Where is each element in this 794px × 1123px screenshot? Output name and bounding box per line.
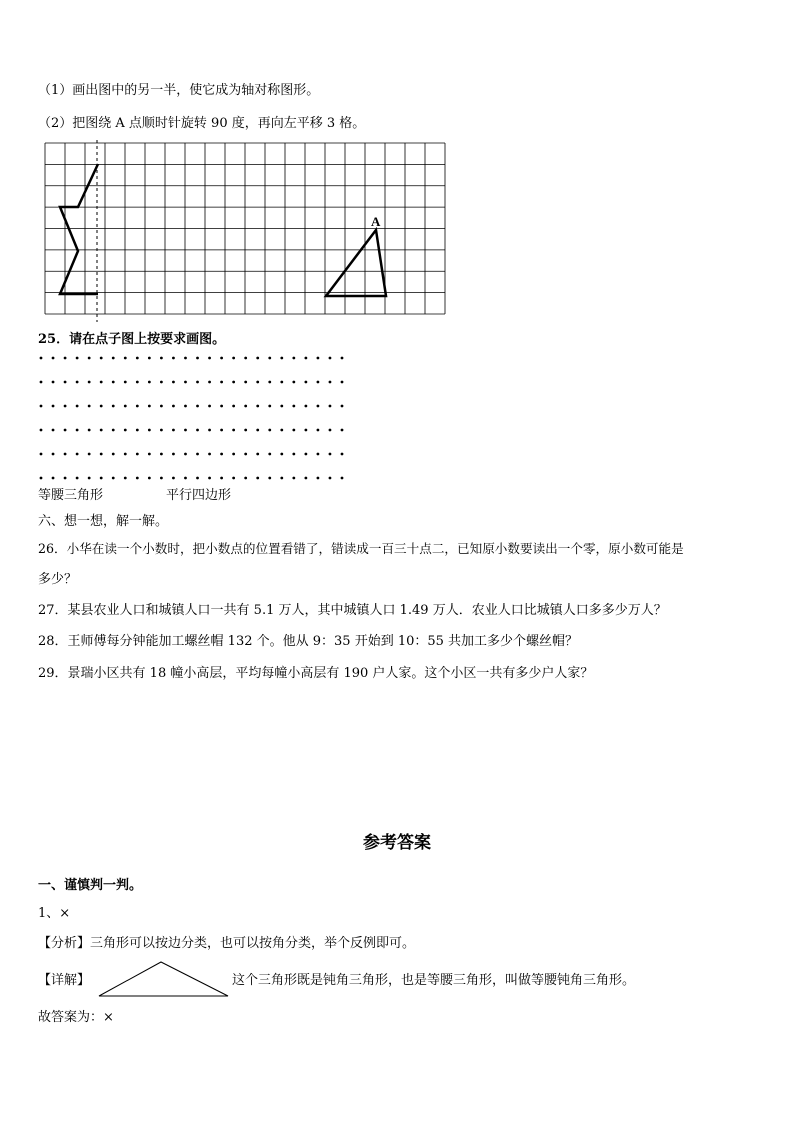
grid-dot [232, 357, 235, 360]
section-6-heading: 六、想一想，解一解。 [38, 514, 169, 529]
grid-dot [112, 477, 115, 480]
grid-dot [136, 381, 139, 384]
grid-dot [148, 477, 151, 480]
grid-dot [244, 357, 247, 360]
grid-dot [341, 357, 344, 360]
grid-dot [52, 453, 55, 456]
q24-part1: （1）画出图中的另一半，使它成为轴对称图形。 [38, 83, 320, 98]
grid-dot [52, 477, 55, 480]
grid-dot [124, 477, 127, 480]
grid-dot [244, 453, 247, 456]
grid-dot [100, 429, 103, 432]
grid-dot [100, 453, 103, 456]
grid-dot [40, 429, 43, 432]
grid-dot [220, 453, 223, 456]
grid-dot [341, 381, 344, 384]
grid-dot [280, 405, 283, 408]
grid-dot [292, 477, 295, 480]
grid-dot [208, 477, 211, 480]
grid-dot [292, 429, 295, 432]
grid-dot [280, 453, 283, 456]
grid-dot [40, 453, 43, 456]
grid-dot [160, 453, 163, 456]
q24-part2: （2）把图绕 A 点顺时针旋转 90 度，再向左平移 3 格。 [38, 116, 366, 131]
grid-dot [244, 429, 247, 432]
grid-dot [292, 357, 295, 360]
grid-dot [280, 477, 283, 480]
grid-dot [88, 429, 91, 432]
grid-dot [136, 477, 139, 480]
answers-title: 参考答案 [363, 833, 431, 853]
triangle-figure [326, 230, 386, 296]
grid-dot [268, 429, 271, 432]
grid-dot [40, 477, 43, 480]
grid-dot [196, 357, 199, 360]
grid-dot [124, 429, 127, 432]
grid-dot [304, 477, 307, 480]
grid-dot [208, 429, 211, 432]
grid-dot [256, 429, 259, 432]
grid-dot [88, 381, 91, 384]
grid-dot [100, 405, 103, 408]
grid-dot [256, 381, 259, 384]
grid-dot [184, 405, 187, 408]
grid-dot [341, 453, 344, 456]
grid-dot [304, 405, 307, 408]
answer-conclusion: 故答案为：× [38, 1010, 114, 1025]
grid-dot [124, 453, 127, 456]
grid-dot [76, 405, 79, 408]
grid-dot [136, 357, 139, 360]
grid-dot [148, 405, 151, 408]
grid-dot [88, 357, 91, 360]
grid-dot [124, 381, 127, 384]
grid-dot [317, 429, 320, 432]
grid-dot [76, 477, 79, 480]
grid-dot [52, 357, 55, 360]
detail-label: 【详解】 [38, 973, 91, 988]
grid-dot [112, 405, 115, 408]
grid-dot [208, 357, 211, 360]
grid-dot [112, 357, 115, 360]
grid-dot [292, 453, 295, 456]
grid-dot [329, 429, 332, 432]
grid-dot [232, 381, 235, 384]
grid-dot [52, 429, 55, 432]
grid-dot [329, 405, 332, 408]
grid-dot [64, 477, 67, 480]
grid-dot [292, 381, 295, 384]
grid-dot [341, 477, 344, 480]
grid-dot [160, 429, 163, 432]
grid-dot [160, 357, 163, 360]
grid-dot [220, 429, 223, 432]
grid-dot [40, 357, 43, 360]
q25-prompt: 25．请在点子图上按要求画图。 [38, 332, 226, 347]
grid-dot [341, 405, 344, 408]
grid-dot [52, 381, 55, 384]
grid-dot [304, 381, 307, 384]
grid-dot [268, 453, 271, 456]
grid-dot [232, 429, 235, 432]
grid-dot [196, 453, 199, 456]
grid-dot [88, 453, 91, 456]
grid-dot [208, 381, 211, 384]
grid-dot [268, 357, 271, 360]
grid-dot [184, 357, 187, 360]
grid-dot [172, 405, 175, 408]
grid-dot [220, 357, 223, 360]
grid-dot [136, 453, 139, 456]
grid-dot [172, 429, 175, 432]
grid-dot [124, 357, 127, 360]
grid-dot [244, 405, 247, 408]
grid-dot [112, 429, 115, 432]
grid-dot [76, 453, 79, 456]
grid-dot [232, 477, 235, 480]
grid-dot [172, 381, 175, 384]
grid-dot [304, 429, 307, 432]
q28: 28．王师傅每分钟能加工螺丝帽 132 个。他从 9：35 开始到 10：55 共加工多少个螺丝帽？ [38, 634, 579, 649]
grid-dot [160, 477, 163, 480]
grid-dot [256, 453, 259, 456]
isosceles-triangle-example [99, 962, 228, 996]
q26-line1: 26．小华在读一个小数时，把小数点的位置看错了，错读成一百三十点二，已知原小数要读出一个零，原小数可能是 [38, 541, 684, 556]
grid-dot [100, 357, 103, 360]
grid-dot [244, 477, 247, 480]
grid-dot [280, 381, 283, 384]
grid-dot [64, 357, 67, 360]
grid-dot [292, 405, 295, 408]
grid-dot [148, 453, 151, 456]
grid-dot [232, 405, 235, 408]
grid-dot [172, 453, 175, 456]
grid-dot [256, 405, 259, 408]
grid-dot [148, 429, 151, 432]
grid-dot [268, 477, 271, 480]
grid-dot [160, 381, 163, 384]
grid-dot [268, 405, 271, 408]
answer-item-1: 1、× [38, 906, 71, 921]
grid-dot [341, 429, 344, 432]
grid-dot [244, 381, 247, 384]
point-a-label: A [371, 214, 381, 229]
grid-dot [100, 477, 103, 480]
grid-dot [160, 405, 163, 408]
grid-dot [136, 405, 139, 408]
grid-dot [172, 477, 175, 480]
grid-dot [280, 357, 283, 360]
grid-dot [124, 405, 127, 408]
grid-dot [208, 453, 211, 456]
q26-line2: 多少？ [38, 572, 78, 587]
grid-dot [148, 357, 151, 360]
grid-dot [304, 357, 307, 360]
grid-dot [329, 357, 332, 360]
analysis-text: 【分析】三角形可以按边分类，也可以按角分类，举个反例即可。 [38, 936, 416, 951]
grid-dot [256, 357, 259, 360]
grid-dot [184, 381, 187, 384]
grid-dot [100, 381, 103, 384]
dot-grid [40, 357, 344, 480]
grid-dot [88, 477, 91, 480]
grid-dot [304, 453, 307, 456]
grid-dot [329, 381, 332, 384]
grid-dot [40, 381, 43, 384]
label-parallelogram: 平行四边形 [166, 488, 232, 503]
grid-dot [112, 381, 115, 384]
grid-dot [317, 357, 320, 360]
q27: 27．某县农业人口和城镇人口一共有 5.1 万人，其中城镇人口 1.49 万人．农业人口比城镇人口多多少万人？ [38, 603, 667, 618]
answers-section-1: 一、谨慎判一判。 [38, 878, 143, 893]
grid-dot [172, 357, 175, 360]
label-isosceles-triangle: 等腰三角形 [38, 488, 104, 503]
q29: 29．景瑞小区共有 18 幢小高层，平均每幢小高层有 190 户人家。这个小区一共有多少户人家？ [38, 666, 594, 681]
grid-dot [196, 429, 199, 432]
grid-dot [196, 381, 199, 384]
grid-dot [329, 477, 332, 480]
grid-dot [148, 381, 151, 384]
grid-dot [88, 405, 91, 408]
grid-dot [64, 453, 67, 456]
grid-dot [220, 381, 223, 384]
grid-dot [40, 405, 43, 408]
grid-dot [76, 357, 79, 360]
grid-dot [196, 405, 199, 408]
grid-dot [317, 477, 320, 480]
grid-dot [64, 429, 67, 432]
detail-text: 这个三角形既是钝角三角形，也是等腰三角形，叫做等腰钝角三角形。 [232, 973, 636, 988]
grid-dot [196, 477, 199, 480]
grid-dot [184, 453, 187, 456]
grid-dot [64, 405, 67, 408]
grid-dot [220, 405, 223, 408]
grid-dot [329, 453, 332, 456]
grid-dot [256, 477, 259, 480]
grid-dot [76, 429, 79, 432]
grid-dot [184, 477, 187, 480]
grid-dot [76, 381, 79, 384]
grid-dot [208, 405, 211, 408]
grid-dot [64, 381, 67, 384]
grid-dot [232, 453, 235, 456]
half-figure [60, 164, 98, 294]
grid-dot [317, 405, 320, 408]
grid-dot [220, 477, 223, 480]
grid-dot [268, 381, 271, 384]
grid-dot [184, 429, 187, 432]
grid-dot [112, 453, 115, 456]
grid-dot [52, 405, 55, 408]
grid-dot [317, 453, 320, 456]
grid-dot [280, 429, 283, 432]
grid-dot [136, 429, 139, 432]
grid-dot [317, 381, 320, 384]
